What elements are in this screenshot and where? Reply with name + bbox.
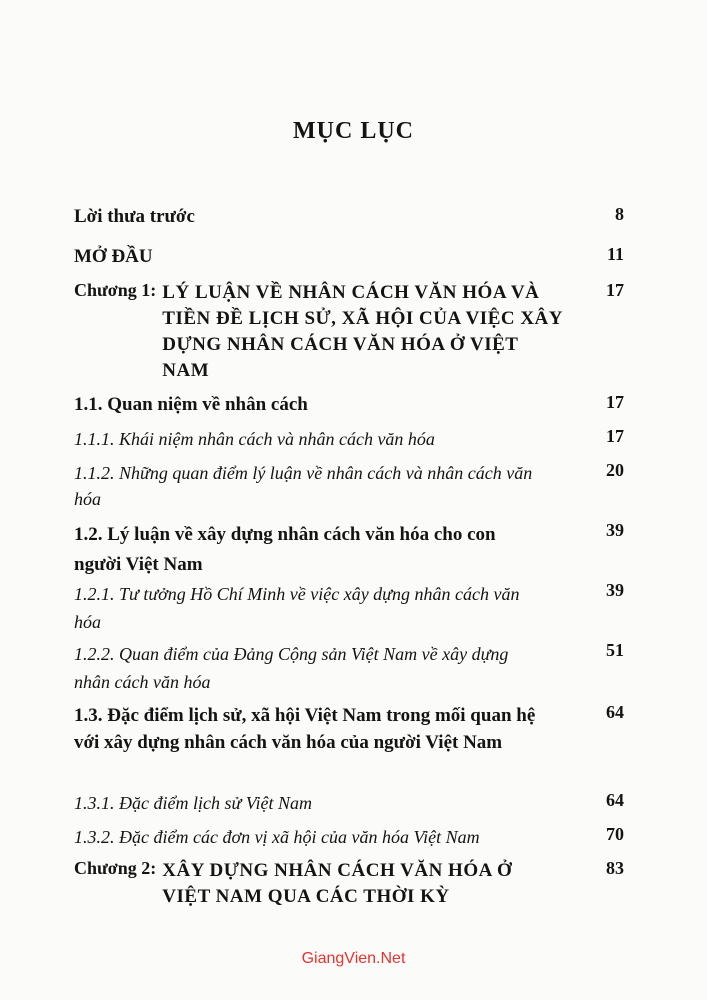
toc-page-number: 39 [606,520,624,540]
page-title: MỤC LỤC [293,118,414,144]
chapter-label: Chương 2: [74,858,157,878]
toc-entry-text: 1.2.1. Tư tưởng Hồ Chí Minh về việc xây dựng nhân cách văn hóa [74,584,520,632]
toc-page-number: 83 [606,858,624,878]
toc-page-number: 20 [606,460,624,480]
toc-entry-section-1-3-2 [74,824,634,850]
toc-entry-chapter-2 [74,858,634,910]
toc-entry-text: 1.1.2. Những quan điểm lý luận về nhân cách và nhân cách văn hóa [74,463,533,509]
chapter-title: LÝ LUẬN VỀ NHÂN CÁCH VĂN HÓA VÀ TIỀN ĐỀ LỊCH SỬ, XÃ HỘI CỦA VIỆC XÂY DỰNG NHÂN CÁCH VĂN HÓA Ở VIỆT NAM [162,282,563,381]
chapter-label: Chương 1: [74,280,157,300]
toc-entry-section-1-2 [74,520,634,580]
toc-entry-introduction [74,244,634,269]
toc-entry-chapter-1 [74,280,634,384]
chapter-title: XÂY DỰNG NHÂN CÁCH VĂN HÓA Ở VIỆT NAM QUA CÁC THỜI KỲ [162,860,513,907]
toc-entry-text: Lời thưa trước [74,206,195,227]
toc-entry-text: 1.1. Quan niệm về nhân cách [74,394,308,415]
toc-entry-text: 1.3. Đặc điểm lịch sử, xã hội Việt Nam trong mối quan hệ với xây dựng nhân cách văn hóa của người Việt Nam [74,705,536,753]
toc-page-number: 70 [606,824,624,844]
toc-entry-section-1-2-1 [74,580,634,636]
toc-page-number: 17 [606,426,624,446]
toc-entry-text: 1.2. Lý luận về xây dựng nhân cách văn hóa cho con người Việt Nam [74,524,496,575]
toc-entry-text: 1.1.1. Khái niệm nhân cách và nhân cách văn hóa [74,429,435,449]
toc-entry-foreword [74,204,634,229]
toc-page-number: 51 [606,640,624,660]
toc-entry-text: MỞ ĐẦU [74,246,153,267]
toc-page-number: 17 [606,280,624,300]
toc-page-number: 39 [606,580,624,600]
toc-page-number: 17 [606,392,624,412]
toc-entry-section-1-2-2 [74,640,634,696]
toc-entry-text: 1.2.2. Quan điểm của Đảng Cộng sản Việt Nam về xây dựng nhân cách văn hóa [74,644,509,692]
watermark-text: GiangVien.Net [301,950,406,967]
toc-page-number: 64 [606,702,624,722]
toc-entry-section-1-3-1 [74,790,634,816]
toc-page-number: 11 [606,244,624,264]
toc-entry-section-1-3 [74,702,634,756]
toc-entry-section-1-1-1 [74,426,634,452]
toc-page-number: 8 [615,204,624,224]
toc-page-number: 64 [606,790,624,810]
toc-entry-text: 1.3.2. Đặc điểm các đơn vị xã hội của văn hóa Việt Nam [74,827,480,847]
toc-entry-section-1-1-2 [74,460,634,512]
toc-entry-section-1-1 [74,392,634,417]
toc-entry-text: 1.3.1. Đặc điểm lịch sử Việt Nam [74,793,312,813]
